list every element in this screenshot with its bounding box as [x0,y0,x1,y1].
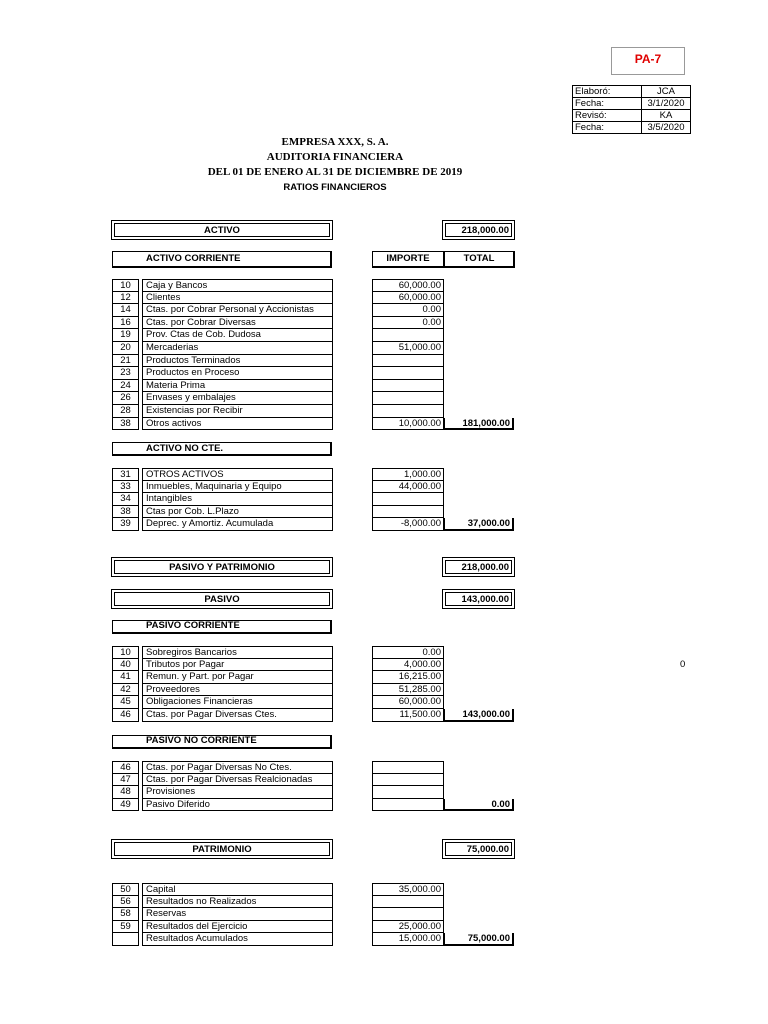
total-value: 181,000.00 [444,418,514,431]
account-code: 56 [112,896,139,909]
meta-value: JCA [642,86,691,98]
importe-value: 60,000.00 [372,696,444,709]
account-label: Obligaciones Financieras [142,696,333,709]
account-code: 26 [112,392,139,405]
importe-value [372,493,444,506]
table-row [112,761,516,774]
table-row [112,506,516,519]
table-row [112,671,516,684]
pasivo-header [111,589,333,609]
account-code: 34 [112,493,139,506]
importe-value: 60,000.00 [372,292,444,305]
report-period: DEL 01 DE ENERO AL 31 DE DICIEMBRE DE 2019 [207,166,463,178]
total-value [444,761,514,774]
table-row [112,392,516,405]
table-row [112,342,516,355]
account-code: 38 [112,506,139,519]
importe-value [372,506,444,519]
meta-value: 3/1/2020 [642,98,691,110]
account-code: 42 [112,684,139,697]
total-value: 143,000.00 [444,709,514,722]
account-label: Ctas. por Pagar Diversas No Ctes. [142,761,333,774]
account-code: 31 [112,468,139,481]
importe-value: 16,215.00 [372,671,444,684]
account-code: 39 [112,518,139,531]
total-value [444,380,514,393]
account-code: 28 [112,405,139,418]
account-label: Ctas. por Pagar Diversas Ctes. [142,709,333,722]
meta-value: 3/5/2020 [642,122,691,134]
importe-value: 1,000.00 [372,468,444,481]
patrimonio-total-box [442,839,515,859]
table-row [112,709,516,722]
account-label: Envases y embalajes [142,392,333,405]
account-label: Productos en Proceso [142,367,333,380]
account-code: 19 [112,329,139,342]
account-code: 20 [112,342,139,355]
account-label: Pasivo Diferido [142,799,333,812]
table-row [112,799,516,812]
importe-value: 15,000.00 [372,933,444,946]
account-code: 49 [112,799,139,812]
side-value: 0 [680,659,686,670]
account-label: Ctas. por Cobrar Diversas [142,317,333,330]
table-row [112,659,516,672]
account-code: 12 [112,292,139,305]
patrimonio-header [111,839,333,859]
account-label: Materia Prima [142,380,333,393]
account-label: Sobregiros Bancarios [142,646,333,659]
account-label: Otros activos [142,418,333,431]
importe-value [372,380,444,393]
total-value [444,896,514,909]
pasivo-total: 143,000.00 [445,592,512,606]
table-row [112,896,516,909]
table-row [112,646,516,659]
importe-value: 51,000.00 [372,342,444,355]
pasivo-corriente-header: PASIVO CORRIENTE [112,620,332,634]
table-row [112,304,516,317]
pasivo-label: PASIVO [114,592,330,606]
signoff-table [572,85,691,134]
importe-value: 60,000.00 [372,279,444,292]
account-code: 46 [112,709,139,722]
total-value [444,696,514,709]
report-type: AUDITORIA FINANCIERA [266,151,404,163]
total-value [444,468,514,481]
account-label: Mercaderias [142,342,333,355]
total-value [444,317,514,330]
importe-value: 4,000.00 [372,659,444,672]
total-value [444,392,514,405]
meta-value: KA [642,110,691,122]
pasivo-patrimonio-total: 218,000.00 [445,560,512,574]
importe-value: -8,000.00 [372,518,444,531]
account-code: 33 [112,481,139,494]
account-code [112,933,139,946]
importe-value [372,896,444,909]
account-code: 24 [112,380,139,393]
account-label: Caja y Bancos [142,279,333,292]
table-row [112,329,516,342]
account-label: Prov. Ctas de Cob. Dudosa [142,329,333,342]
table-row [112,317,516,330]
pasivo-patrimonio-header [111,557,333,577]
total-value [444,659,514,672]
meta-label: Revisó: [573,110,642,122]
account-code: 16 [112,317,139,330]
importe-value [372,786,444,799]
account-code: 59 [112,921,139,934]
account-code: 46 [112,761,139,774]
importe-value [372,392,444,405]
total-value [444,279,514,292]
total-value [444,671,514,684]
importe-value [372,367,444,380]
meta-label: Fecha: [573,122,642,134]
pasivo-total-box [442,589,515,609]
account-label: Tributos por Pagar [142,659,333,672]
pasivo-patrimonio-label: PASIVO Y PATRIMONIO [114,560,330,574]
importe-value: 35,000.00 [372,883,444,896]
table-row [112,405,516,418]
table-row [112,493,516,506]
activo-label: ACTIVO [114,223,330,237]
account-label: Provisiones [142,786,333,799]
total-value [444,367,514,380]
pasivo-patrimonio-total-box [442,557,515,577]
importe-value [372,761,444,774]
account-code: 23 [112,367,139,380]
table-row [112,292,516,305]
account-code: 14 [112,304,139,317]
importe-value: 10,000.00 [372,418,444,431]
total-value: 0.00 [444,799,514,812]
account-code: 21 [112,355,139,368]
table-row [112,921,516,934]
account-label: Intangibles [142,493,333,506]
importe-value: 0.00 [372,646,444,659]
account-code: 50 [112,883,139,896]
activo-header [111,220,333,240]
account-label: Deprec. y Amortiz. Acumulada [142,518,333,531]
table-row [112,518,516,531]
account-label: OTROS ACTIVOS [142,468,333,481]
account-code: 38 [112,418,139,431]
total-value [444,405,514,418]
account-label: Remun. y Part. por Pagar [142,671,333,684]
table-row [112,786,516,799]
account-label: Ctas. por Cobrar Personal y Accionistas [142,304,333,317]
account-code: 40 [112,659,139,672]
meta-label: Elaboró: [573,86,642,98]
account-label: Productos Terminados [142,355,333,368]
total-value [444,684,514,697]
report-subtitle: RATIOS FINANCIEROS [283,182,387,193]
account-label: Resultados Acumulados [142,933,333,946]
importe-value: 51,285.00 [372,684,444,697]
table-row [112,380,516,393]
importe-value [372,329,444,342]
importe-value: 44,000.00 [372,481,444,494]
importe-value [372,908,444,921]
total-value [444,506,514,519]
importe-value [372,405,444,418]
importe-value [372,799,444,812]
account-code: 45 [112,696,139,709]
importe-column-header: IMPORTE [372,251,445,268]
total-value [444,342,514,355]
importe-value [372,355,444,368]
table-row [112,481,516,494]
pasivo-no-corriente-header: PASIVO NO CORRIENTE [112,735,332,749]
account-code: 47 [112,774,139,787]
total-value: 75,000.00 [444,933,514,946]
total-value [444,908,514,921]
table-row [112,684,516,697]
activo-total-box [442,220,515,240]
importe-value: 11,500.00 [372,709,444,722]
account-label: Proveedores [142,684,333,697]
patrimonio-label: PATRIMONIO [114,842,330,856]
table-row [112,908,516,921]
table-row [112,933,516,946]
total-value [444,481,514,494]
total-column-header: TOTAL [444,251,515,268]
total-value [444,646,514,659]
importe-value: 0.00 [372,317,444,330]
table-row [112,418,516,431]
account-label: Capital [142,883,333,896]
table-row [112,355,516,368]
total-value [444,329,514,342]
reference-code: PA-7 [611,47,685,75]
total-value [444,774,514,787]
account-label: Ctas. por Pagar Diversas Realcionadas [142,774,333,787]
account-code: 58 [112,908,139,921]
table-row [112,279,516,292]
importe-value: 25,000.00 [372,921,444,934]
account-label: Ctas por Cob. L.Plazo [142,506,333,519]
account-code: 41 [112,671,139,684]
importe-value: 0.00 [372,304,444,317]
account-label: Resultados no Realizados [142,896,333,909]
total-value [444,493,514,506]
total-value [444,304,514,317]
activo-no-cte-header: ACTIVO NO CTE. [112,442,332,456]
account-code: 10 [112,279,139,292]
account-label: Existencias por Recibir [142,405,333,418]
account-code: 48 [112,786,139,799]
total-value [444,292,514,305]
company-name: EMPRESA XXX, S. A. [281,136,389,148]
table-row [112,367,516,380]
total-value [444,921,514,934]
activo-corriente-header: ACTIVO CORRIENTE [112,251,332,268]
activo-total: 218,000.00 [445,223,512,237]
account-code: 10 [112,646,139,659]
account-label: Clientes [142,292,333,305]
patrimonio-total: 75,000.00 [445,842,512,856]
account-label: Resultados del Ejercicio [142,921,333,934]
meta-label: Fecha: [573,98,642,110]
table-row [112,468,516,481]
total-value [444,786,514,799]
account-label: Inmuebles, Maquinaria y Equipo [142,481,333,494]
table-row [112,696,516,709]
importe-value [372,774,444,787]
total-value [444,883,514,896]
table-row [112,774,516,787]
total-value [444,355,514,368]
total-value: 37,000.00 [444,518,514,531]
account-label: Reservas [142,908,333,921]
table-row [112,883,516,896]
